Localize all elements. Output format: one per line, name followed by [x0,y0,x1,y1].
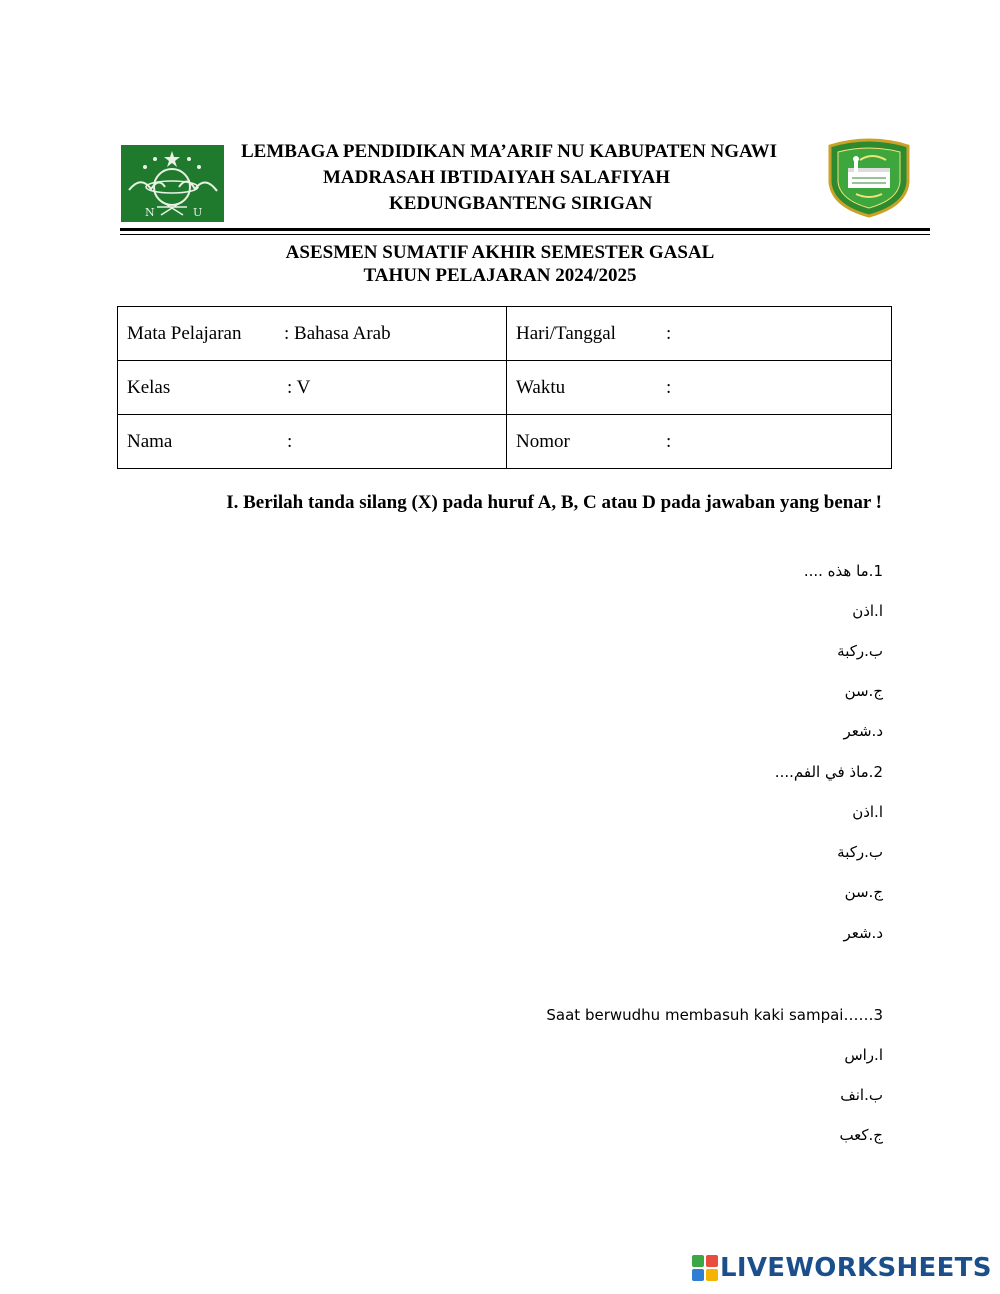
nomor-value: : [666,430,672,452]
waktu-label: Waktu [516,376,566,398]
mapel-label: Mata Pelajaran [127,322,242,344]
kelas-label: Kelas [127,376,171,398]
kelas-value: : V [287,376,311,398]
q1-option-d[interactable]: د.شعر [843,722,883,740]
q3-option-b[interactable]: ب.انف [840,1086,883,1104]
q1-option-a[interactable]: ا.اذن [852,602,883,620]
nama-value: : [287,430,293,452]
hari-label: Hari/Tanggal [516,322,616,344]
table-row [118,415,892,469]
question-2: 2.ماذ في الفم.... [774,763,883,781]
header-rule-thick [120,228,930,231]
hari-cell[interactable] [507,307,892,361]
q1-option-c[interactable]: ج.سن [844,682,883,700]
question-3: Saat berwudhu membasuh kaki sampai……3 [546,1006,883,1024]
nama-label: Nama [127,430,173,452]
question-1: 1.ما هذه .... [803,562,883,580]
waktu-cell[interactable] [507,361,892,415]
liveworksheets-wordmark: LIVEWORKSHEETS [720,1253,992,1283]
school-emblem-logo [826,138,912,218]
q2-option-b[interactable]: ب.ركبة [837,843,883,861]
q3-option-a[interactable]: ا.راس [844,1046,883,1064]
q1-option-b[interactable]: ب.ركبة [837,642,883,660]
mapel-value: : Bahasa Arab [284,322,391,344]
q2-option-d[interactable]: د.شعر [843,924,883,942]
waktu-value: : [666,376,672,398]
table-row [118,307,892,361]
nomor-cell[interactable] [507,415,892,469]
nu-logo [121,145,224,222]
header-line-2: MADRASAH IBTIDAIYAH SALAFIYAH [323,167,670,188]
liveworksheets-icon [692,1255,718,1281]
mapel-cell [118,307,507,361]
nama-cell[interactable] [118,415,507,469]
q2-option-c[interactable]: ج.سن [844,883,883,901]
header-rule-thin [120,234,930,235]
section-instruction: I. Berilah tanda silang (X) pada huruf A, B, C atau D pada jawaban yang benar ! [226,492,882,513]
nomor-label: Nomor [516,430,570,452]
table-row [118,361,892,415]
q3-option-c[interactable]: ج.كعب [839,1126,883,1144]
exam-title: ASESMEN SUMATIF AKHIR SEMESTER GASAL [285,242,715,263]
liveworksheets-logo [692,1253,992,1283]
q2-option-a[interactable]: ا.اذن [852,803,883,821]
nu-letter-n: N [145,206,155,219]
hari-value: : [666,322,672,344]
header-line-3: KEDUNGBANTENG SIRIGAN [389,193,653,214]
identity-table [117,306,892,469]
exam-year: TAHUN PELAJARAN 2024/2025 [363,265,637,286]
kelas-cell [118,361,507,415]
header-line-1: LEMBAGA PENDIDIKAN MA’ARIF NU KABUPATEN NGAWI [241,141,778,162]
nu-letter-u: U [193,206,203,219]
